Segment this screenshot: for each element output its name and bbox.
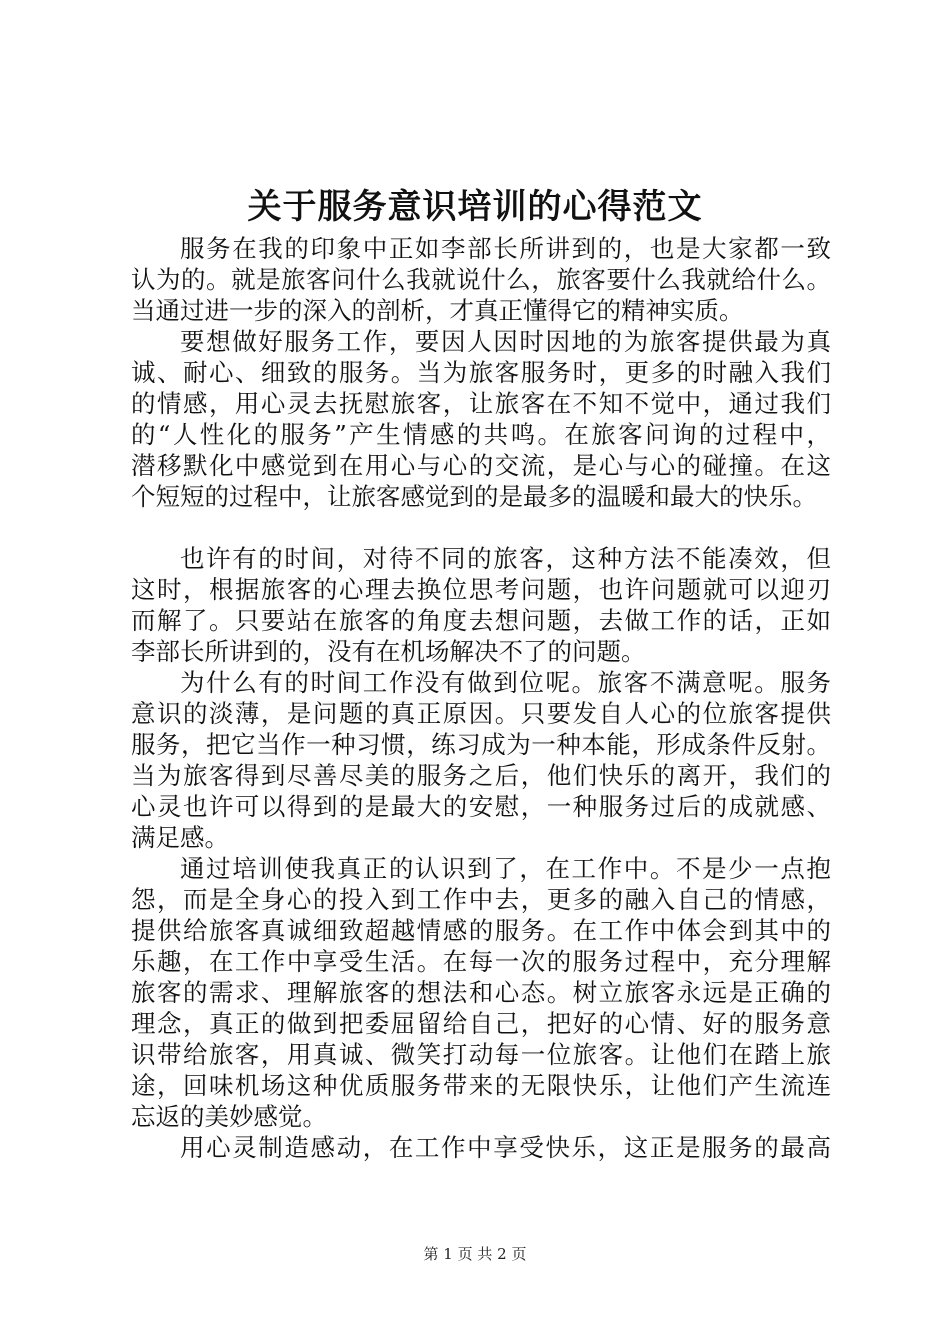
text-line: 个短短的过程中，让旅客感觉到的是最多的温暖和最大的快乐。	[131, 482, 817, 511]
text-line: 满足感。	[131, 823, 229, 852]
text-line: 李部长所讲到的，没有在机场解决不了的问题。	[131, 637, 646, 666]
text-line: 通过培训使我真正的认识到了，在工作中。不是少一点抱	[180, 854, 831, 883]
text-line: 为什么有的时间工作没有做到位呢。旅客不满意呢。服务	[180, 668, 831, 697]
text-line: 意识的淡薄，是问题的真正原因。只要发自人心的位旅客提供	[131, 699, 831, 728]
text-line: 要想做好服务工作，要因人因时因地的为旅客提供最为真	[180, 327, 831, 356]
text-line: 的“人性化的服务”产生情感的共鸣。在旅客问询的过程中，	[131, 420, 831, 449]
text-line: 用心灵制造感动，在工作中享受快乐，这正是服务的最高	[180, 1133, 831, 1162]
paragraph-3	[131, 543, 831, 667]
text-line: 当通过进一步的深入的剖析，才真正懂得它的精神实质。	[131, 296, 744, 325]
text-line: 心灵也许可以得到的是最大的安慰，一种服务过后的成就感、	[131, 792, 831, 821]
text-line: 途，回味机场这种优质服务带来的无限快乐，让他们产生流连	[131, 1071, 831, 1100]
text-line: 乐趣，在工作中享受生活。在每一次的服务过程中，充分理解	[131, 947, 831, 976]
text-line: 提供给旅客真诚细致超越情感的服务。在工作中体会到其中的	[131, 916, 831, 945]
document-body	[131, 233, 831, 1163]
paragraph-4	[131, 667, 831, 853]
text-line: 诚、耐心、细致的服务。当为旅客服务时，更多的时融入我们	[131, 358, 831, 387]
text-line: 理念，真正的做到把委屈留给自己，把好的心情、好的服务意	[131, 1009, 831, 1038]
text-line: 怨，而是全身心的投入到工作中去，更多的融入自己的情感，	[131, 885, 831, 914]
text-line: 识带给旅客，用真诚、微笑打动每一位旅客。让他们在踏上旅	[131, 1040, 831, 1069]
text-line: 服务在我的印象中正如李部长所讲到的，也是大家都一致	[180, 234, 831, 263]
text-line: 而解了。只要站在旅客的角度去想问题，去做工作的话，正如	[131, 606, 831, 635]
text-line: 认为的。就是旅客问什么我就说什么，旅客要什么我就给什么。	[131, 265, 831, 294]
paragraph-6	[131, 1132, 831, 1163]
text-line: 的情感，用心灵去抚慰旅客，让旅客在不知不觉中，通过我们	[131, 389, 831, 418]
text-line: 潜移默化中感觉到在用心与心的交流，是心与心的碰撞。在这	[131, 451, 831, 480]
text-line: 旅客的需求、理解旅客的想法和心态。树立旅客永远是正确的	[131, 978, 831, 1007]
text-line: 忘返的美妙感觉。	[131, 1102, 327, 1131]
document-title: 关于服务意识培训的心得范文	[247, 187, 703, 227]
text-line: 当为旅客得到尽善尽美的服务之后，他们快乐的离开，我们的	[131, 761, 831, 790]
text-line: 服务，把它当作一种习惯，练习成为一种本能，形成条件反射。	[131, 730, 831, 759]
paragraph-gap	[131, 512, 831, 543]
page-footer: 第 1 页 共 2 页	[423, 1245, 527, 1263]
text-line: 也许有的时间，对待不同的旅客，这种方法不能凑效，但	[180, 544, 831, 573]
paragraph-1	[131, 233, 831, 326]
paragraph-2	[131, 326, 831, 512]
paragraph-5	[131, 853, 831, 1132]
text-line: 这时，根据旅客的心理去换位思考问题，也许问题就可以迎刃	[131, 575, 831, 604]
